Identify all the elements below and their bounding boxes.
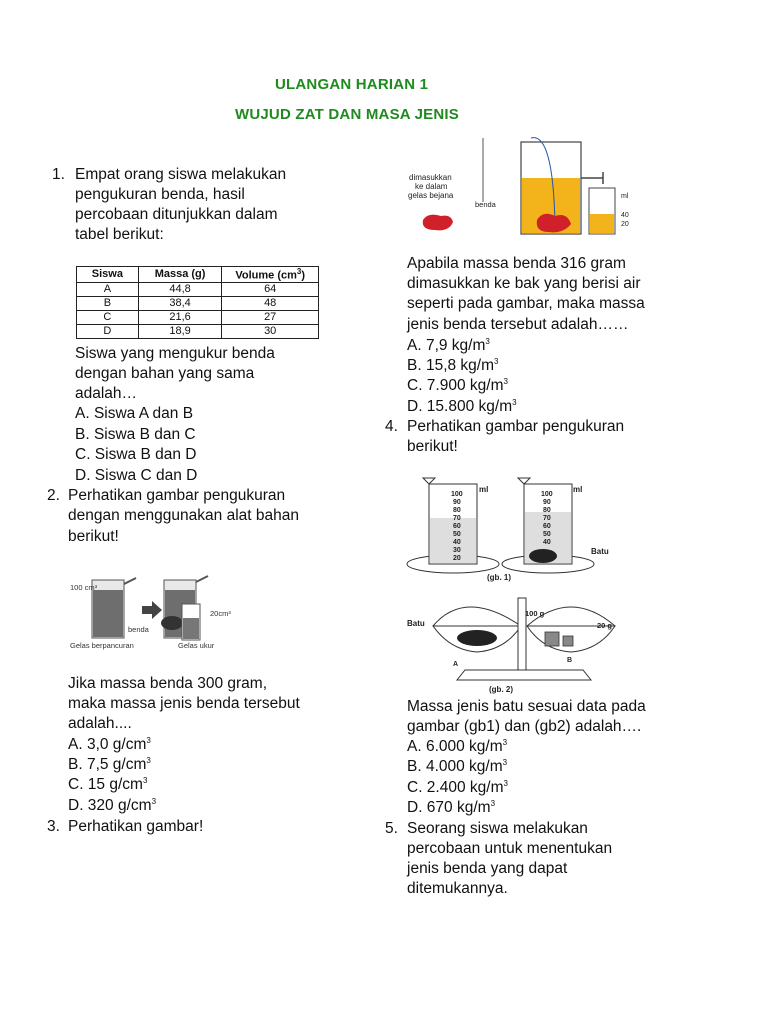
table-cell: 30 bbox=[222, 324, 319, 338]
tick: 80 bbox=[543, 507, 551, 514]
tick: 100 bbox=[541, 491, 553, 498]
tick-40: 40 bbox=[621, 212, 629, 219]
caption-gb2: (gb. 2) bbox=[489, 685, 513, 694]
table-row bbox=[77, 282, 319, 296]
question-1-option-b[interactable]: B. Siswa B dan C bbox=[75, 426, 196, 443]
question-4-option-b[interactable]: B. 4.000 $kg/m^3$ bbox=[407, 758, 508, 775]
question-3-option-c[interactable]: C. 7.900 $kg/m^3$ bbox=[407, 377, 508, 394]
question-1-prompt: adalah… bbox=[75, 385, 138, 402]
question-5-line: ditemukannya. bbox=[407, 880, 508, 897]
question-2-line: dengan menggunakan alat bahan bbox=[68, 507, 299, 524]
question-1-line: percobaan ditunjukkan dalam bbox=[75, 206, 278, 223]
tick: 40 bbox=[543, 539, 551, 546]
tick: 70 bbox=[453, 515, 461, 522]
tick: 40 bbox=[453, 539, 461, 546]
tick: 70 bbox=[543, 515, 551, 522]
question-1-line: Empat orang siswa melakukan bbox=[75, 166, 287, 183]
label-ml-left: ml bbox=[479, 485, 489, 494]
label-benda-q3: benda bbox=[475, 200, 496, 209]
question-4-line: Perhatikan gambar pengukuran bbox=[407, 418, 625, 435]
question-2-option-d[interactable]: D. 320 $g/cm^3$ bbox=[68, 797, 157, 814]
balance-figure bbox=[405, 588, 645, 696]
page-title: ULANGAN HARIAN 1 bbox=[275, 76, 429, 93]
question-3-option-a[interactable]: A. 7,9 $kg/m^3$ bbox=[407, 337, 490, 354]
label-ke-dalam: ke dalam bbox=[415, 182, 448, 191]
overflow-can-figure bbox=[70, 568, 270, 652]
question-1-prompt: dengan bahan yang sama bbox=[75, 365, 255, 382]
question-2-option-a[interactable]: A. 3,0 $g/cm^3$ bbox=[68, 736, 151, 753]
label-dimasukkan: dimasukkan bbox=[409, 173, 452, 182]
label-batu-gb1: Batu bbox=[591, 547, 609, 556]
table-header: Volume $(cm^3)$ bbox=[222, 267, 319, 283]
question-1-line: pengukuran benda, hasil bbox=[75, 186, 245, 203]
label-benda: benda bbox=[128, 625, 149, 634]
tick: 30 bbox=[453, 547, 461, 554]
label-batu-gb2: Batu bbox=[407, 619, 425, 628]
table-cell: C bbox=[77, 310, 139, 324]
table-cell: 27 bbox=[222, 310, 319, 324]
question-3-option-b[interactable]: B. 15,8 $kg/m^3$ bbox=[407, 357, 499, 374]
page-subtitle: WUJUD ZAT DAN MASA JENIS bbox=[235, 106, 459, 123]
label-gelas-ukur: Gelas ukur bbox=[178, 641, 215, 650]
measuring-cylinder-figure bbox=[405, 474, 645, 582]
table-cell: 21,6 bbox=[138, 310, 222, 324]
question-1-option-a[interactable]: A. Siswa A dan B bbox=[75, 405, 194, 422]
question-3-prompt: jenis benda tersebut adalah…… bbox=[407, 316, 629, 333]
question-5-line: Seorang siswa melakukan bbox=[407, 820, 588, 837]
tick: 90 bbox=[543, 499, 551, 506]
table-row bbox=[77, 310, 319, 324]
data-table bbox=[76, 266, 319, 339]
displacement-figure bbox=[403, 132, 643, 242]
table-cell: 38,4 bbox=[138, 296, 222, 310]
table-cell: B bbox=[77, 296, 139, 310]
question-2-option-b[interactable]: B. 7,5 $g/cm^3$ bbox=[68, 756, 151, 773]
table-row bbox=[77, 324, 319, 338]
question-3-prompt: Apabila massa benda 316 gram bbox=[407, 255, 626, 272]
question-5-number: 5. bbox=[385, 820, 398, 837]
table-cell: 44,8 bbox=[138, 282, 222, 296]
label-ml-q3: ml bbox=[621, 193, 629, 200]
question-5-line: jenis benda yang dapat bbox=[407, 860, 568, 877]
question-3-line: Perhatikan gambar! bbox=[68, 818, 204, 835]
question-4-prompt: gambar (gb1) dan (gb2) adalah…. bbox=[407, 718, 642, 735]
question-1-number: 1. bbox=[52, 166, 65, 183]
label-20g: 20 g bbox=[597, 621, 613, 630]
question-3-option-d[interactable]: D. 15.800 $kg/m^3$ bbox=[407, 398, 517, 415]
question-3-number: 3. bbox=[47, 818, 60, 835]
question-4-line: berikut! bbox=[407, 438, 458, 455]
question-2-line: berikut! bbox=[68, 528, 119, 545]
label-pan-a: A bbox=[453, 661, 459, 668]
table-cell: 64 bbox=[222, 282, 319, 296]
tick: 20 bbox=[453, 555, 461, 562]
tick: 90 bbox=[453, 499, 461, 506]
label-ml-right: ml bbox=[573, 485, 583, 494]
tick: 50 bbox=[453, 531, 461, 538]
tick: 80 bbox=[453, 507, 461, 514]
tick: 50 bbox=[543, 531, 551, 538]
question-4-prompt: Massa jenis batu sesuai data pada bbox=[407, 698, 646, 715]
question-2-option-c[interactable]: C. 15 $g/cm^3$ bbox=[68, 776, 148, 793]
table-header-row bbox=[77, 267, 319, 283]
table-header: Massa (g) bbox=[138, 267, 222, 283]
question-1-line: tabel berikut: bbox=[75, 226, 164, 243]
table-cell: D bbox=[77, 324, 139, 338]
question-3-prompt: dimasukkan ke bak yang berisi air bbox=[407, 275, 641, 292]
question-2-number: 2. bbox=[47, 487, 60, 504]
question-2-line: Perhatikan gambar pengukuran bbox=[68, 487, 286, 504]
table-cell: 48 bbox=[222, 296, 319, 310]
tick: 60 bbox=[453, 523, 461, 530]
tick: 100 bbox=[451, 491, 463, 498]
table-header: Siswa bbox=[77, 267, 139, 283]
label-volume-left: 100 cm³ bbox=[70, 583, 98, 592]
question-4-number: 4. bbox=[385, 418, 398, 435]
question-3-prompt: seperti pada gambar, maka massa bbox=[407, 295, 645, 312]
question-4-option-d[interactable]: D. 670 $kg/m^3$ bbox=[407, 799, 496, 816]
label-gelas-berpancuran: Gelas berpancuran bbox=[70, 641, 134, 650]
question-4-option-c[interactable]: C. 2.400 $kg/m^3$ bbox=[407, 779, 508, 796]
question-2-prompt: adalah.... bbox=[68, 715, 132, 732]
question-4-option-a[interactable]: A. 6.000 $kg/m^3$ bbox=[407, 738, 508, 755]
table-row bbox=[77, 296, 319, 310]
tick: 60 bbox=[543, 523, 551, 530]
question-2-prompt: maka massa jenis benda tersebut bbox=[68, 695, 300, 712]
question-1-option-c[interactable]: C. Siswa B dan D bbox=[75, 446, 197, 463]
label-100g: 100 g bbox=[525, 609, 545, 618]
caption-gb1: (gb. 1) bbox=[487, 573, 511, 582]
label-pan-b: B bbox=[567, 657, 573, 664]
label-gelas-bejana: gelas bejana bbox=[408, 191, 454, 200]
tick-20: 20 bbox=[621, 221, 629, 228]
question-1-option-d[interactable]: D. Siswa C dan D bbox=[75, 467, 198, 484]
label-volume-right: 20cm³ bbox=[210, 609, 231, 618]
question-1-prompt: Siswa yang mengukur benda bbox=[75, 345, 275, 362]
table-cell: 18,9 bbox=[138, 324, 222, 338]
question-5-line: percobaan untuk menentukan bbox=[407, 840, 613, 857]
question-2-prompt: Jika massa benda 300 gram, bbox=[68, 675, 268, 692]
table-cell: A bbox=[77, 282, 139, 296]
